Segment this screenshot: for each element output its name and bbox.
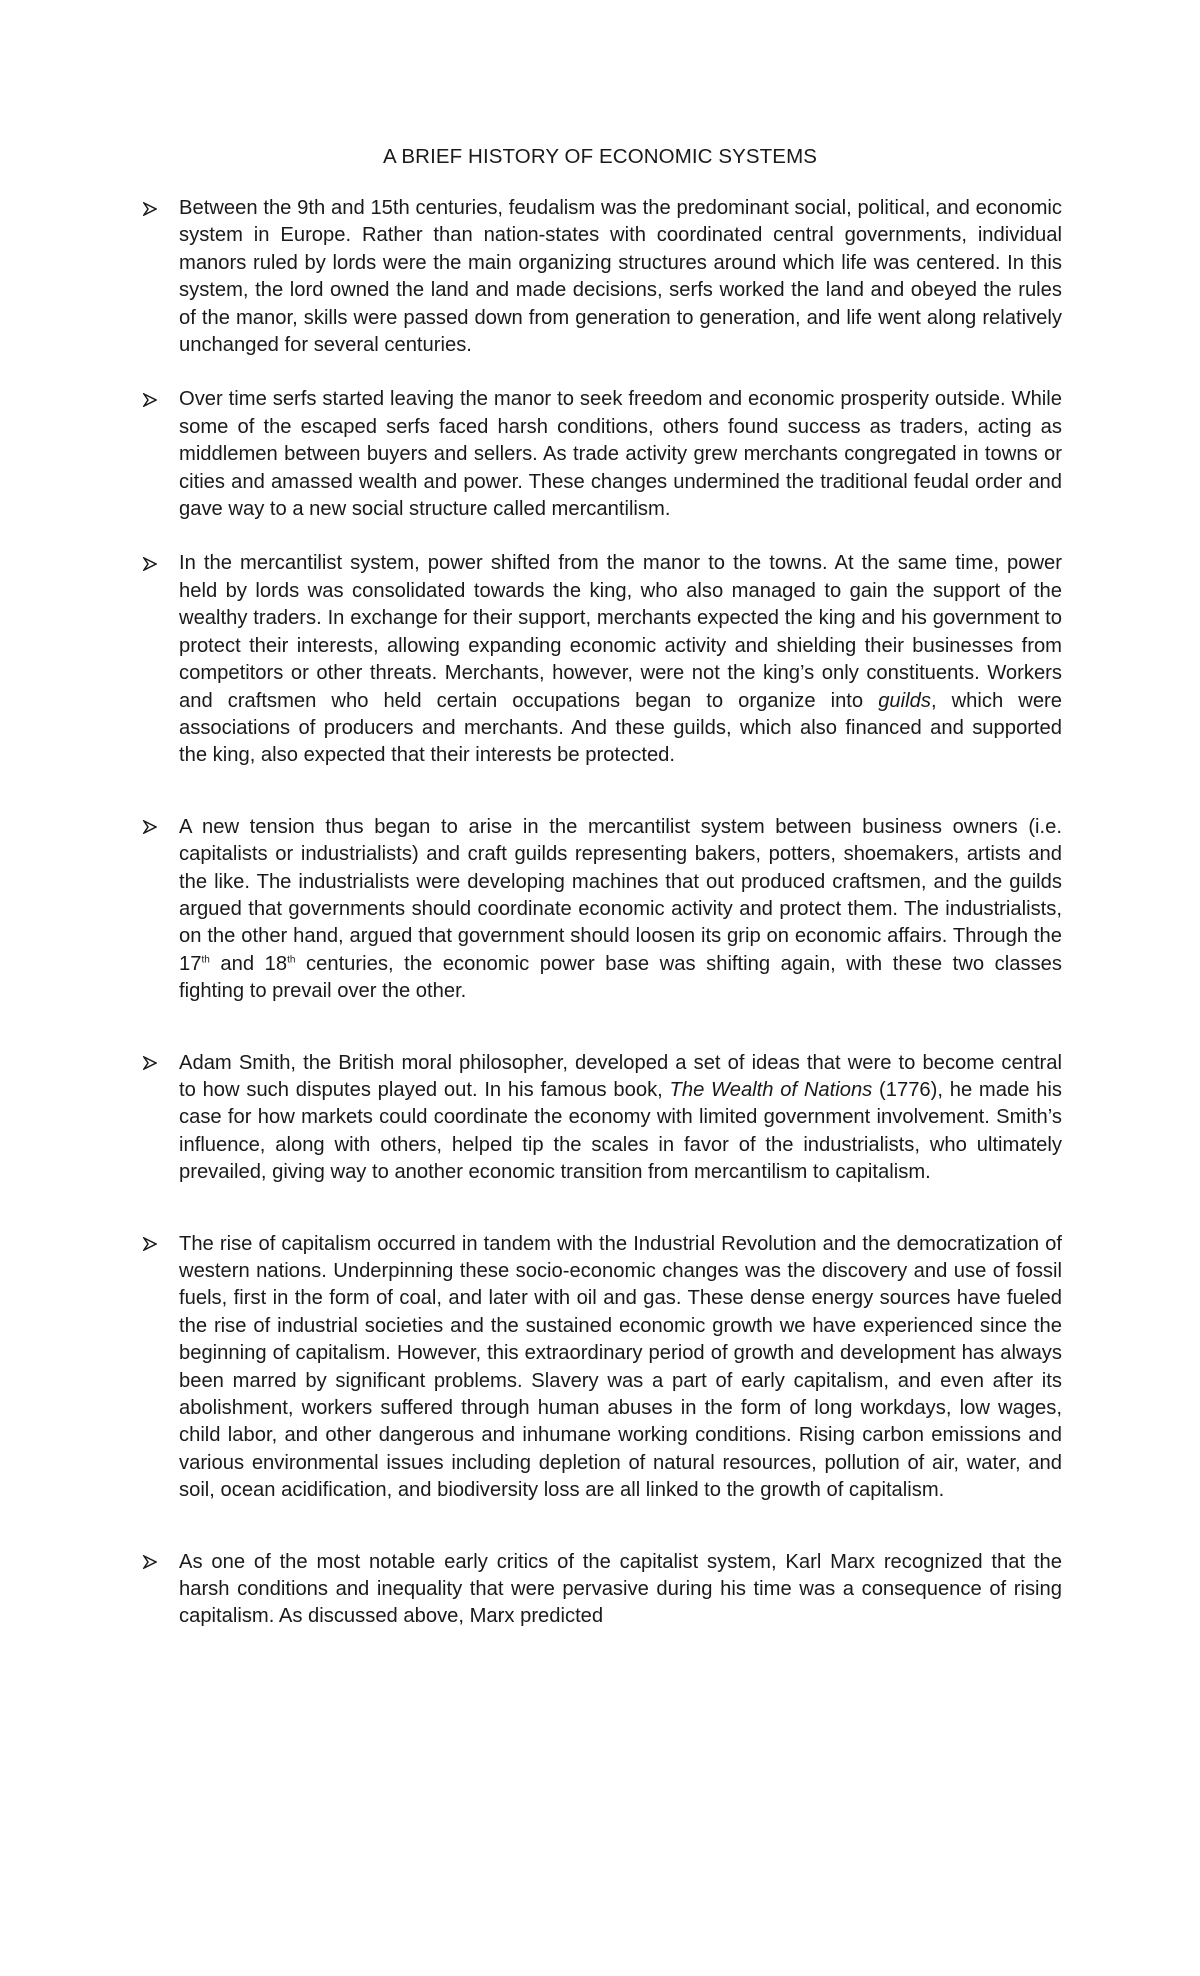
book-title: The Wealth of Nations	[669, 1078, 873, 1101]
list-item	[143, 386, 1062, 523]
arrow-bullet-icon	[143, 550, 163, 577]
paragraph-capitalism: The rise of capitalism occurred in tandem with the Industrial Revolution and the democratization of western nations. Underpinning these socio-economic changes was the discovery and use of fossil fuels, first in the form of coal, and later with oil and gas. These dense energy sources have fueled the rise of industrial societies and the sustained economic growth we have experienced since the beginning of capitalism. However, this extraordinary period of growth and development has always been marred by significant problems. Slavery was a part of early capitalism, and even after its abolishment, workers suffered through human abuses in the form of long workdays, low wages, child labor, and other dangerous and inhumane working conditions. Rising carbon emissions and various environmental issues including depletion of natural resources, pollution of air, water, and soil, ocean acidification, and biodiversity loss are all linked to the growth of capitalism.	[179, 1232, 1062, 1502]
list-item	[143, 1050, 1062, 1187]
paragraph-tension: A new tension thus began to arise in the mercantilist system between business owners (i.e. capitalists or industrialists) and craft guilds representing bakers, potters, shoemakers, artists and the like. The industrialists were developing machines that out produced craftsmen, and the guilds argued that governments should coordinate economic activity and protect them. The industrialists, on the other hand, argued that government should loosen its grip on economic affairs. Through the 17th and 18th centuries, the economic power base was shifting again, with these two classes fighting to prevail over the other.	[179, 815, 1062, 1003]
arrow-bullet-icon	[143, 195, 163, 222]
italic-term: guilds	[878, 689, 931, 712]
arrow-bullet-icon	[143, 1050, 163, 1077]
document-title: A BRIEF HISTORY OF ECONOMIC SYSTEMS	[382, 145, 818, 168]
superscript: th	[201, 954, 210, 966]
list-item	[143, 550, 1062, 769]
superscript: th	[287, 954, 296, 966]
list-item	[143, 1231, 1062, 1505]
paragraph-serfs: Over time serfs started leaving the manor to seek freedom and economic prosperity outside. While some of the escaped serfs faced harsh conditions, others found success as traders, acting as middlemen between buyers and sellers. As trade activity grew merchants congregated in towns or cities and amassed wealth and power. These changes undermined the traditional feudal order and gave way to a new social structure called mercantilism.	[179, 388, 1062, 521]
paragraph-mercantilism: In the mercantilist system, power shifted from the manor to the towns. At the same time, power held by lords was consolidated towards the king, who also managed to gain the support of the wealthy traders. In exchange for their support, merchants expected the king and his government to protect their interests, allowing expanding economic activity and shielding their businesses from competitors or other threats. Merchants, however, were not the king’s only constituents. Workers and craftsmen who held certain occupations began to organize into guilds, which were associations of producers and merchants. And these guilds, which also financed and supported the king, also expected that their interests be protected.	[179, 552, 1062, 767]
paragraph-marx: As one of the most notable early critics of the capitalist system, Karl Marx recognized that the harsh conditions and inequality that were pervasive during his time was a consequence of rising capitalism. As discussed above, Marx predicted	[179, 1550, 1062, 1628]
paragraph-feudalism: Between the 9th and 15th centuries, feudalism was the predominant social, political, and economic system in Europe. Rather than nation-states with coordinated central governments, individual manors ruled by lords were the main organizing structures around which life was centered. In this system, the lord owned the land and made decisions, serfs worked the land and obeyed the rules of the manor, skills were passed down from generation to generation, and life went along relatively unchanged for several centuries.	[179, 197, 1062, 357]
list-item	[143, 195, 1062, 359]
arrow-bullet-icon	[143, 1549, 163, 1576]
arrow-bullet-icon	[143, 1231, 163, 1258]
bullet-list	[143, 195, 1062, 1631]
arrow-bullet-icon	[143, 814, 163, 841]
list-item	[143, 814, 1062, 1006]
arrow-bullet-icon	[143, 386, 163, 413]
list-item	[143, 1549, 1062, 1631]
paragraph-adam-smith: Adam Smith, the British moral philosopher, developed a set of ideas that were to become central to how such disputes played out. In his famous book, The Wealth of Nations (1776), he made his case for how markets could coordinate the economy with limited government involvement. Smith’s influence, along with others, helped tip the scales in favor of the industrialists, who ultimately prevailed, giving way to another economic transition from mercantilism to capitalism.	[179, 1051, 1062, 1184]
